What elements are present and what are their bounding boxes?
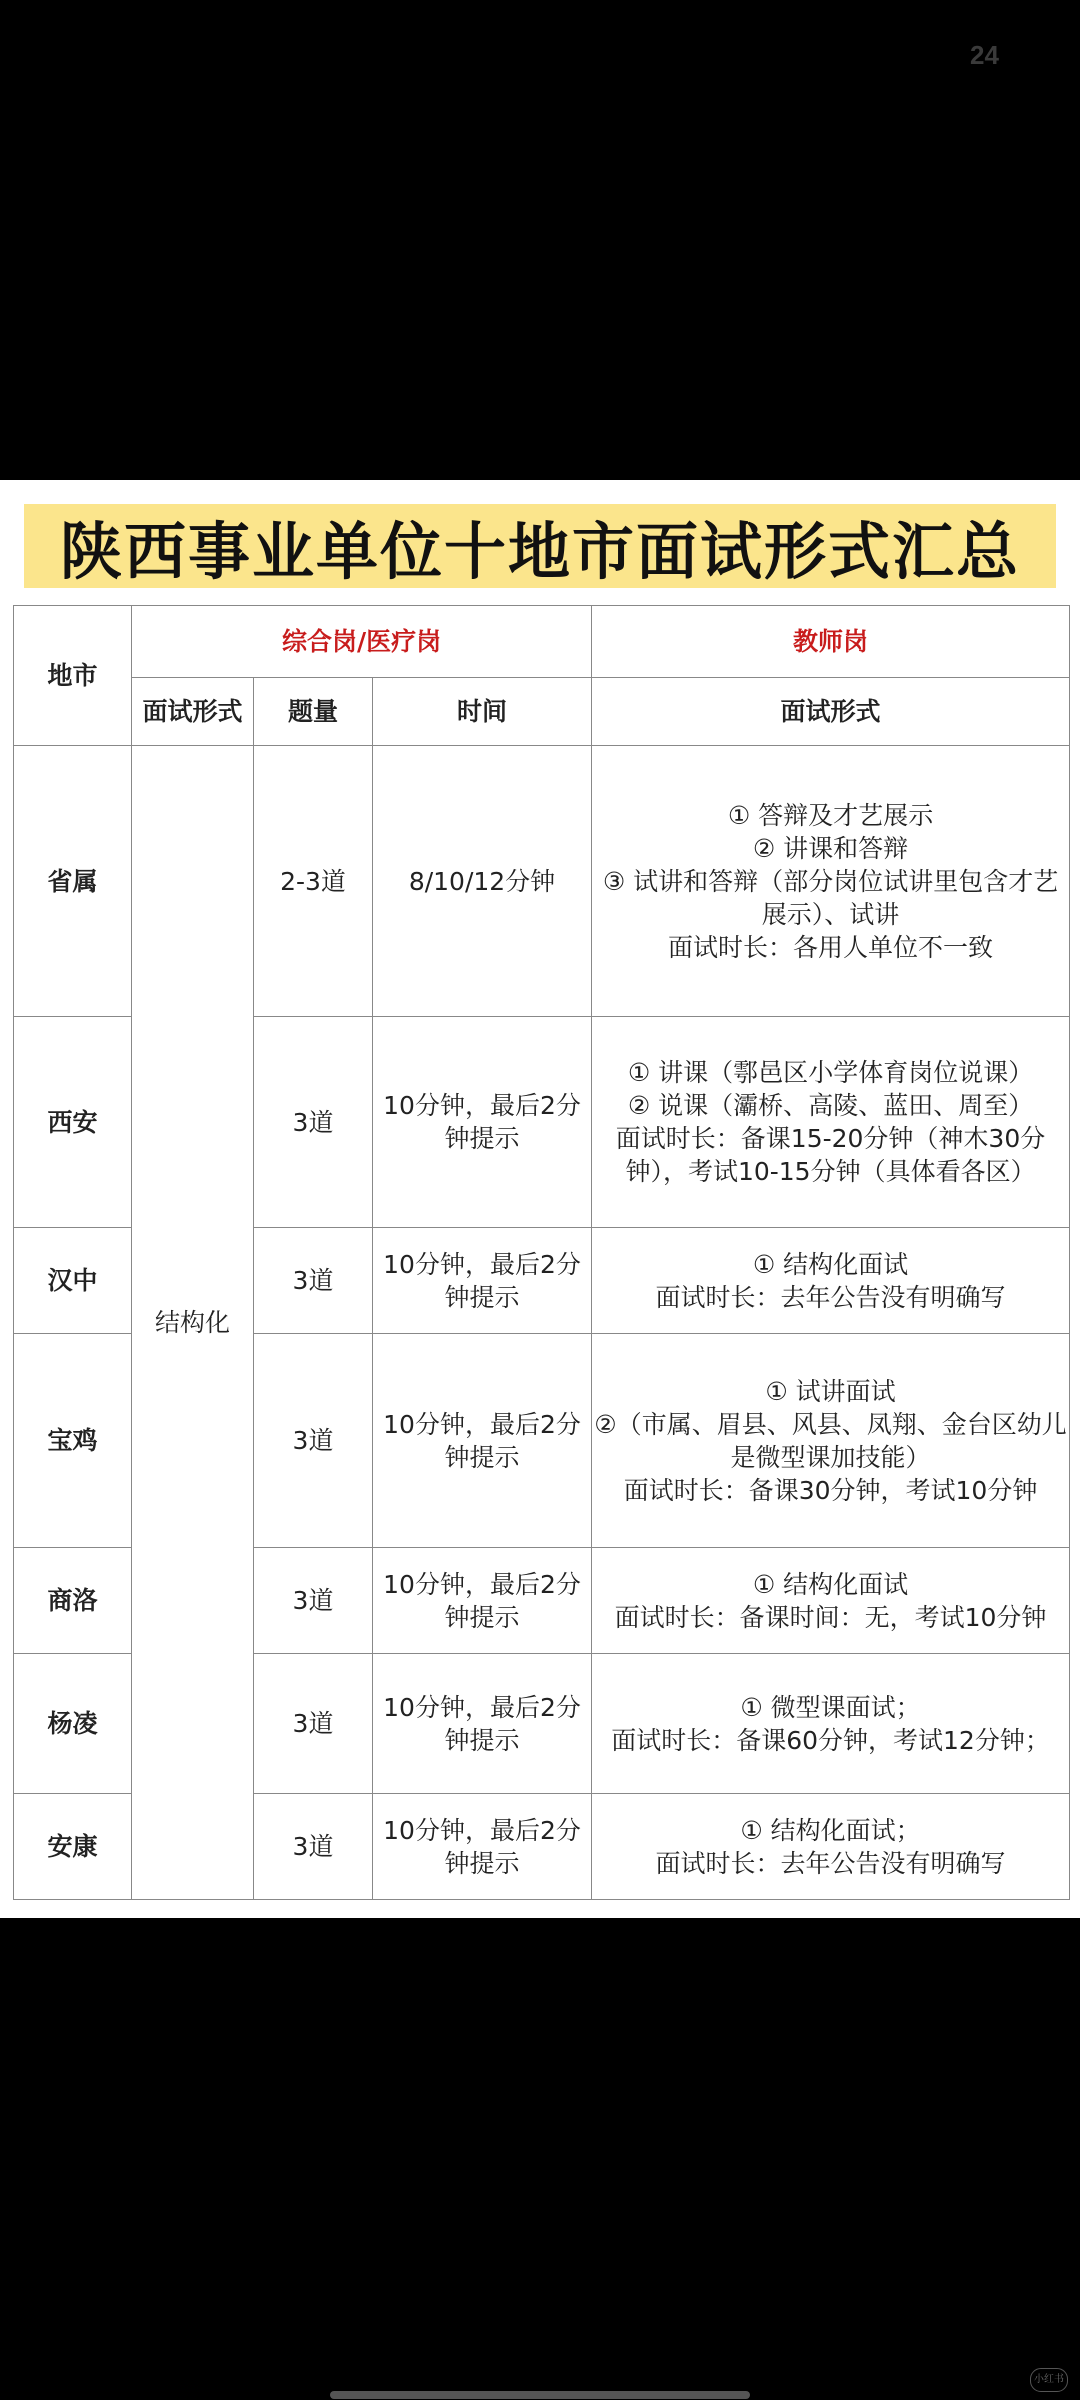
teacher-line: 面试时长：备课30分钟，考试10分钟 <box>623 1475 1038 1505</box>
city-cell: 汉中 <box>14 1228 132 1334</box>
time-line: 10分钟，最后2分 <box>383 1815 581 1845</box>
teacher-format-cell <box>592 746 1070 1017</box>
city-cell: 宝鸡 <box>14 1334 132 1548</box>
time-line: 8/10/12分钟 <box>408 866 556 896</box>
header-count: 题量 <box>254 678 373 746</box>
time-cell <box>373 1654 592 1794</box>
teacher-line: ② 说课（灞桥、高陵、蓝田、周至） <box>627 1091 1034 1120</box>
teacher-line: 面试时长：各用人单位不一致 <box>668 932 994 962</box>
count-cell: 3道 <box>254 1794 373 1900</box>
count-cell: 3道 <box>254 1654 373 1794</box>
header-time: 时间 <box>373 678 592 746</box>
teacher-format-cell <box>592 1017 1070 1228</box>
time-cell <box>373 1017 592 1228</box>
teacher-line: ② 讲课和答辩 <box>752 833 909 863</box>
time-line: 钟提示 <box>444 1602 520 1632</box>
teacher-line: 面试时长：备课15-20分钟（神木30分钟），考试10-15分钟（具体看各区） <box>615 1124 1046 1186</box>
teacher-line: 面试时长：去年公告没有明确写 <box>655 1848 1006 1878</box>
header-city: 地市 <box>14 606 132 746</box>
page-counter: 24 <box>970 40 999 70</box>
teacher-line: ②（市属、眉县、风县、凤翔、金台区幼儿是微型课加技能） <box>594 1409 1067 1472</box>
teacher-format-cell <box>592 1228 1070 1334</box>
time-line: 10分钟，最后2分 <box>383 1249 581 1279</box>
summary-image <box>0 480 1080 1918</box>
teacher-format-cell <box>592 1794 1070 1900</box>
teacher-line: 面试时长：备课时间：无，考试10分钟 <box>614 1602 1047 1632</box>
time-line: 钟提示 <box>444 1848 520 1878</box>
count-cell: 3道 <box>254 1228 373 1334</box>
teacher-line: ① 结构化面试 <box>752 1249 909 1279</box>
count-cell: 3道 <box>254 1548 373 1654</box>
time-line: 钟提示 <box>444 1282 520 1312</box>
header-group-teacher: 教师岗 <box>592 606 1070 678</box>
time-line: 10分钟，最后2分 <box>383 1409 581 1439</box>
teacher-line: ① 讲课（鄠邑区小学体育岗位说课） <box>627 1058 1034 1087</box>
page-title: 陕西事业单位十地市面试形式汇总 <box>59 514 1020 588</box>
header-group-general: 综合岗/医疗岗 <box>132 606 592 678</box>
teacher-line: ① 试讲面试 <box>765 1376 896 1406</box>
teacher-line: ① 结构化面试； <box>740 1815 921 1845</box>
time-cell <box>373 1794 592 1900</box>
count-cell: 3道 <box>254 1017 373 1228</box>
teacher-line: ① 答辩及才艺展示 <box>727 800 934 830</box>
count-cell: 3道 <box>254 1334 373 1548</box>
header-format: 面试形式 <box>132 678 254 746</box>
teacher-line: 面试时长：去年公告没有明确写 <box>655 1282 1006 1312</box>
header-row-1 <box>14 606 1070 678</box>
time-line: 10分钟，最后2分 <box>383 1091 581 1120</box>
table-row <box>14 746 1070 1017</box>
time-line: 钟提示 <box>444 1442 520 1472</box>
teacher-format-cell <box>592 1654 1070 1794</box>
header-row-2 <box>14 678 1070 746</box>
time-cell <box>373 1228 592 1334</box>
city-cell: 省属 <box>14 746 132 1017</box>
city-cell: 杨凌 <box>14 1654 132 1794</box>
teacher-format-cell <box>592 1334 1070 1548</box>
watermark-badge: 小红书 <box>1030 2368 1068 2392</box>
time-cell <box>373 1548 592 1654</box>
time-line: 钟提示 <box>444 1725 520 1755</box>
teacher-line: 面试时长：备课60分钟，考试12分钟； <box>611 1725 1050 1755</box>
general-format-cell: 结构化 <box>132 746 254 1900</box>
count-cell: 2-3道 <box>254 746 373 1017</box>
city-cell: 安康 <box>14 1794 132 1900</box>
city-cell: 商洛 <box>14 1548 132 1654</box>
home-indicator[interactable] <box>330 2391 750 2399</box>
interview-format-table <box>13 605 1070 1900</box>
teacher-format-cell <box>592 1548 1070 1654</box>
header-teacher-format: 面试形式 <box>592 678 1070 746</box>
title-banner <box>24 504 1056 588</box>
teacher-line: ① 微型课面试； <box>740 1692 921 1722</box>
time-line: 钟提示 <box>444 1124 520 1153</box>
time-cell <box>373 746 592 1017</box>
teacher-line: ③ 试讲和答辩（部分岗位试讲里包含才艺展示）、试讲 <box>602 866 1059 929</box>
time-line: 10分钟，最后2分 <box>383 1569 581 1599</box>
time-line: 10分钟，最后2分 <box>383 1692 581 1722</box>
time-cell <box>373 1334 592 1548</box>
teacher-line: ① 结构化面试 <box>752 1569 909 1599</box>
city-cell: 西安 <box>14 1017 132 1228</box>
